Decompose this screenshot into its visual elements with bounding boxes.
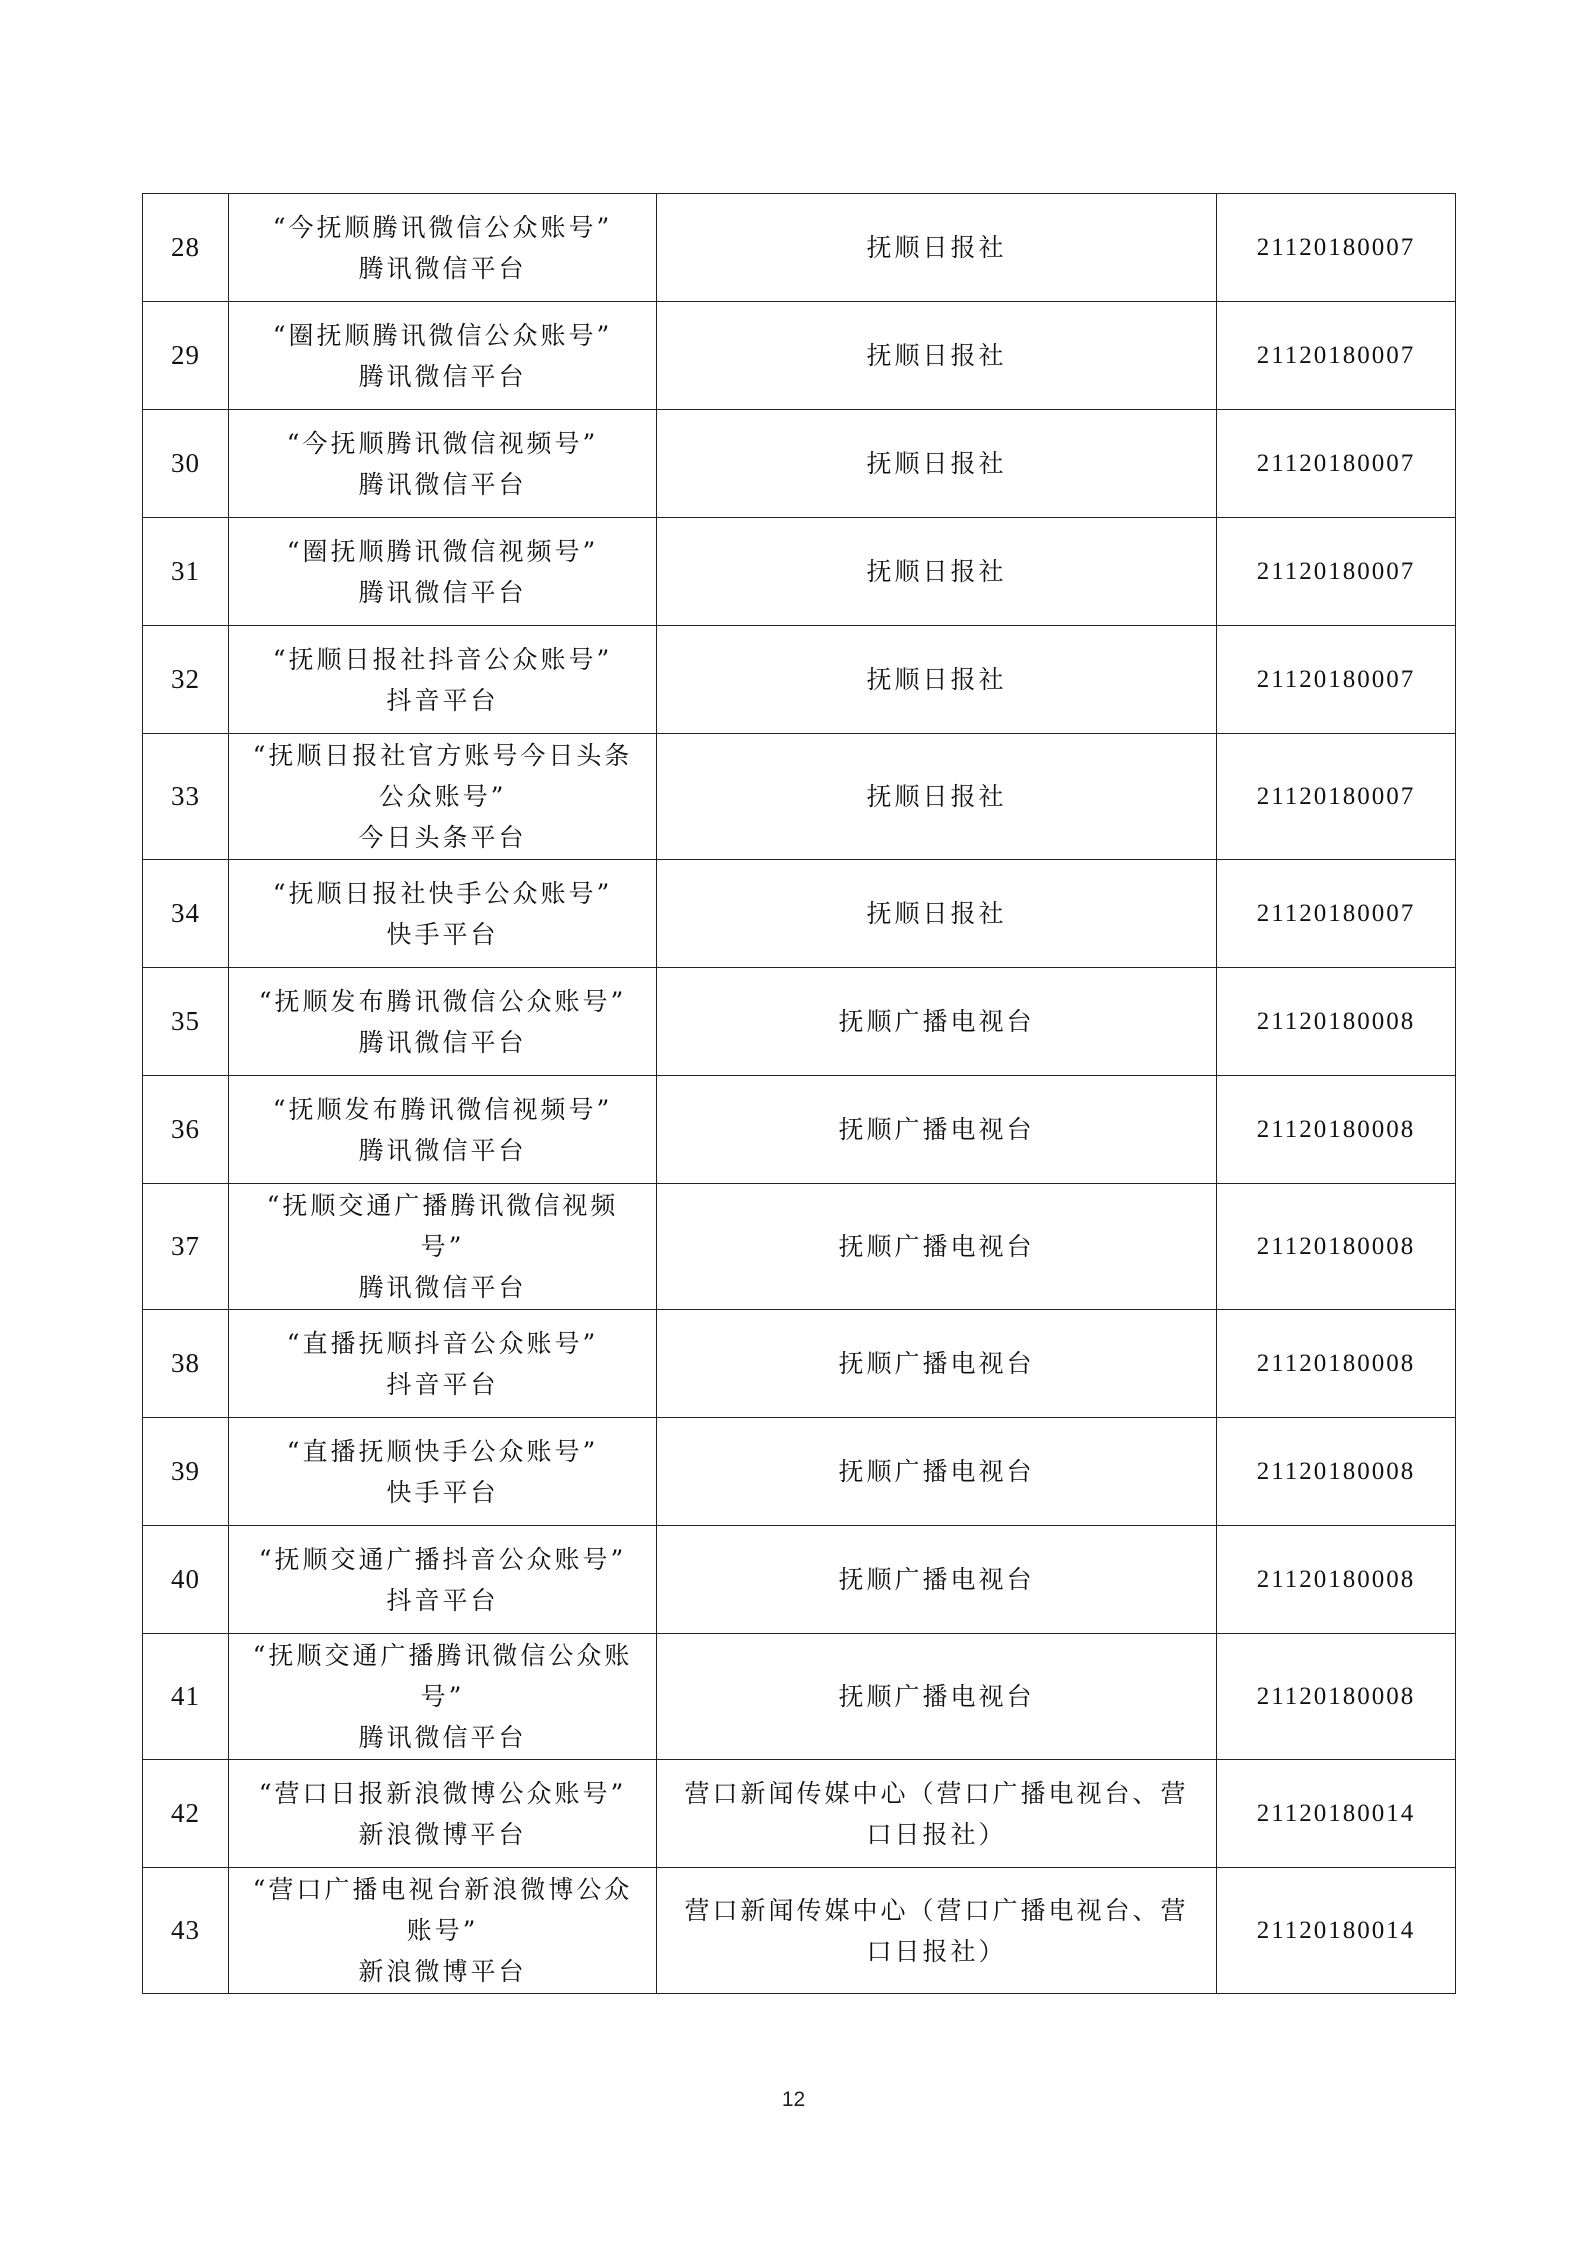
account-name-line: “抚顺日报社抖音公众账号” — [272, 644, 613, 674]
license-number-cell: 21120180008 — [1217, 1076, 1456, 1184]
account-name-line: 今日头条平台 — [358, 823, 527, 852]
account-name-line: “营口广播电视台新浪微博公众 — [252, 1875, 633, 1904]
account-name-line: 抖音平台 — [386, 1369, 499, 1399]
table-row — [143, 410, 1456, 518]
license-number-cell: 21120180007 — [1217, 518, 1456, 626]
account-name-line: 快手平台 — [386, 919, 499, 949]
account-name-cell — [229, 194, 657, 302]
account-name-cell — [229, 302, 657, 410]
table-row — [143, 1076, 1456, 1184]
organization-cell: 抚顺广播电视台 — [657, 1076, 1217, 1184]
account-name-line: “抚顺日报社官方账号今日头条 — [252, 741, 633, 770]
account-name-line: 腾讯微信平台 — [358, 1723, 527, 1752]
table-row — [143, 860, 1456, 968]
account-name-line: 号” — [420, 1682, 465, 1711]
table-row — [143, 1760, 1456, 1868]
organization-cell: 抚顺广播电视台 — [657, 1310, 1217, 1418]
account-name-line: “直播抚顺快手公众账号” — [286, 1436, 599, 1466]
account-name-line: 抖音平台 — [386, 1585, 499, 1615]
license-number-cell: 21120180008 — [1217, 1418, 1456, 1526]
row-number-cell: 43 — [143, 1868, 229, 1994]
organization-cell: 营口新闻传媒中心（营口广播电视台、营口日报社） — [657, 1868, 1217, 1994]
organization-cell: 抚顺广播电视台 — [657, 1526, 1217, 1634]
organization-cell: 抚顺日报社 — [657, 860, 1217, 968]
row-number-cell: 40 — [143, 1526, 229, 1634]
license-number-cell: 21120180008 — [1217, 1526, 1456, 1634]
table-row — [143, 1418, 1456, 1526]
organization-cell: 抚顺日报社 — [657, 302, 1217, 410]
account-name-cell — [229, 626, 657, 734]
row-number-cell: 39 — [143, 1418, 229, 1526]
account-name-cell — [229, 1868, 657, 1994]
organization-cell: 抚顺广播电视台 — [657, 1184, 1217, 1310]
account-name-line: 腾讯微信平台 — [358, 1273, 527, 1302]
account-name-line: 快手平台 — [386, 1477, 499, 1507]
table-row — [143, 734, 1456, 860]
row-number-cell: 37 — [143, 1184, 229, 1310]
row-number-cell: 34 — [143, 860, 229, 968]
table-row — [143, 518, 1456, 626]
table-row — [143, 1526, 1456, 1634]
account-name-line: “圈抚顺腾讯微信视频号” — [286, 536, 599, 566]
account-name-line: “抚顺日报社快手公众账号” — [272, 878, 613, 908]
license-number-cell: 21120180008 — [1217, 968, 1456, 1076]
row-number-cell: 41 — [143, 1634, 229, 1760]
license-number-cell: 21120180007 — [1217, 410, 1456, 518]
account-name-cell — [229, 1184, 657, 1310]
account-name-line: “抚顺发布腾讯微信公众账号” — [258, 986, 627, 1016]
account-name-cell — [229, 1760, 657, 1868]
account-name-line: 号” — [420, 1232, 465, 1261]
account-name-line: “圈抚顺腾讯微信公众账号” — [272, 320, 613, 350]
account-name-line: “今抚顺腾讯微信公众账号” — [272, 212, 613, 242]
account-name-line: “今抚顺腾讯微信视频号” — [286, 428, 599, 458]
license-number-cell: 21120180007 — [1217, 734, 1456, 860]
account-name-cell — [229, 518, 657, 626]
row-number-cell: 38 — [143, 1310, 229, 1418]
organization-cell: 抚顺广播电视台 — [657, 1418, 1217, 1526]
table-row — [143, 1310, 1456, 1418]
organization-cell: 营口新闻传媒中心（营口广播电视台、营口日报社） — [657, 1760, 1217, 1868]
organization-cell: 抚顺日报社 — [657, 626, 1217, 734]
organization-cell: 抚顺日报社 — [657, 410, 1217, 518]
account-name-line: 腾讯微信平台 — [358, 577, 527, 607]
account-name-line: 公众账号” — [378, 782, 507, 811]
license-number-cell: 21120180008 — [1217, 1184, 1456, 1310]
row-number-cell: 33 — [143, 734, 229, 860]
account-name-line: 腾讯微信平台 — [358, 1027, 527, 1057]
table-row — [143, 194, 1456, 302]
table-row — [143, 1184, 1456, 1310]
license-number-cell: 21120180014 — [1217, 1868, 1456, 1994]
table-row — [143, 302, 1456, 410]
account-name-cell — [229, 734, 657, 860]
organization-cell: 抚顺日报社 — [657, 734, 1217, 860]
account-name-line: “抚顺交通广播抖音公众账号” — [258, 1544, 627, 1574]
account-name-line: 新浪微博平台 — [358, 1819, 527, 1849]
account-name-line: 腾讯微信平台 — [358, 469, 527, 499]
account-name-line: “抚顺发布腾讯微信视频号” — [272, 1094, 613, 1124]
registry-table-body — [143, 194, 1456, 1994]
account-name-line: “营口日报新浪微博公众账号” — [258, 1778, 627, 1808]
license-number-cell: 21120180008 — [1217, 1310, 1456, 1418]
table-row — [143, 968, 1456, 1076]
row-number-cell: 29 — [143, 302, 229, 410]
account-name-cell — [229, 1526, 657, 1634]
account-name-line: 腾讯微信平台 — [358, 1135, 527, 1165]
license-number-cell: 21120180014 — [1217, 1760, 1456, 1868]
row-number-cell: 32 — [143, 626, 229, 734]
row-number-cell: 30 — [143, 410, 229, 518]
page-number: 12 — [781, 2088, 806, 2111]
account-name-line: “抚顺交通广播腾讯微信视频 — [266, 1191, 619, 1220]
registry-table — [142, 193, 1456, 1994]
license-number-cell: 21120180007 — [1217, 626, 1456, 734]
account-name-cell — [229, 1634, 657, 1760]
account-name-line: 腾讯微信平台 — [358, 253, 527, 283]
license-number-cell: 21120180007 — [1217, 194, 1456, 302]
account-name-cell — [229, 1418, 657, 1526]
row-number-cell: 35 — [143, 968, 229, 1076]
table-row — [143, 626, 1456, 734]
account-name-cell — [229, 1310, 657, 1418]
account-name-line: 账号” — [406, 1916, 479, 1945]
row-number-cell: 36 — [143, 1076, 229, 1184]
account-name-line: 抖音平台 — [386, 685, 499, 715]
row-number-cell: 28 — [143, 194, 229, 302]
organization-cell: 抚顺广播电视台 — [657, 1634, 1217, 1760]
license-number-cell: 21120180007 — [1217, 302, 1456, 410]
table-row — [143, 1868, 1456, 1994]
row-number-cell: 31 — [143, 518, 229, 626]
account-name-line: “直播抚顺抖音公众账号” — [286, 1328, 599, 1358]
account-name-cell — [229, 968, 657, 1076]
table-row — [143, 1634, 1456, 1760]
license-number-cell: 21120180007 — [1217, 860, 1456, 968]
organization-cell: 抚顺日报社 — [657, 518, 1217, 626]
row-number-cell: 42 — [143, 1760, 229, 1868]
license-number-cell: 21120180008 — [1217, 1634, 1456, 1760]
organization-cell: 抚顺广播电视台 — [657, 968, 1217, 1076]
account-name-line: 新浪微博平台 — [358, 1957, 527, 1986]
account-name-cell — [229, 1076, 657, 1184]
account-name-cell — [229, 860, 657, 968]
account-name-line: 腾讯微信平台 — [358, 361, 527, 391]
organization-cell: 抚顺日报社 — [657, 194, 1217, 302]
account-name-cell — [229, 410, 657, 518]
account-name-line: “抚顺交通广播腾讯微信公众账 — [252, 1641, 633, 1670]
